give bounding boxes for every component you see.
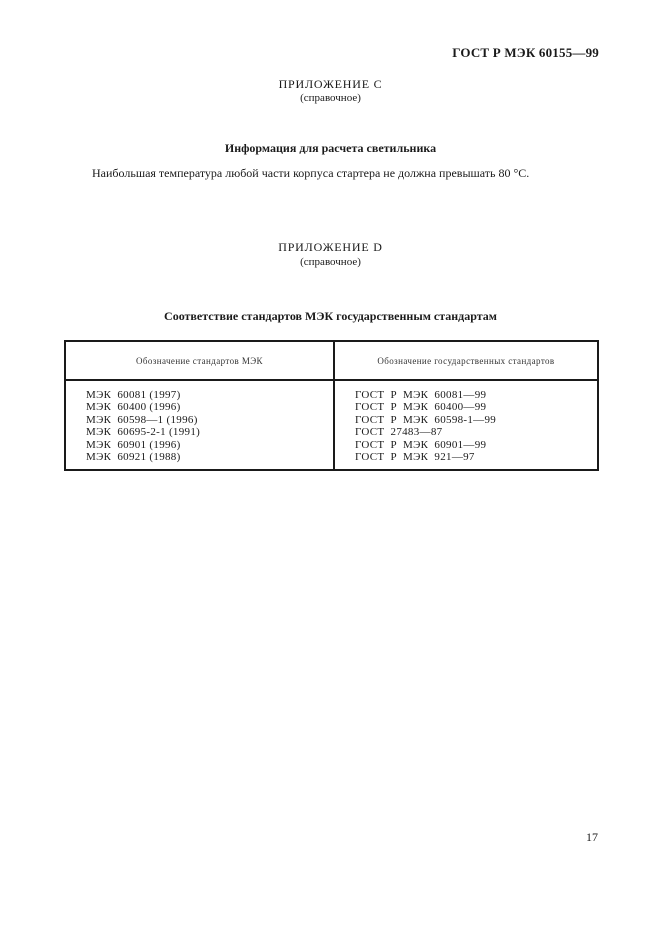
national-standards-cell: [334, 380, 598, 470]
table-header-national: Обозначение государственных стандартов: [334, 341, 598, 380]
national-standard: ГОСТ Р МЭК 60901—99: [355, 438, 487, 451]
annex-d-subtitle: (справочное): [300, 256, 361, 268]
standards-correspondence-table: [64, 340, 599, 471]
page-number: 17: [586, 830, 598, 844]
national-standard: ГОСТ Р МЭК 60400—99: [355, 401, 487, 414]
iec-standard: МЭК 60921 (1988): [86, 451, 181, 464]
iec-standard: МЭК 60081 (1997): [86, 389, 181, 401]
annex-c-text: Наибольшая температура любой части корпуса стартера не должна превышать 80 °С.: [92, 166, 530, 180]
table-header-iec: Обозначение стандартов МЭК: [65, 341, 334, 380]
table-row: [65, 380, 598, 470]
iec-standard: МЭК 60901 (1996): [86, 438, 181, 451]
annex-c-title: ПРИЛОЖЕНИЕ С: [278, 77, 383, 91]
annex-c-subtitle: (справочное): [300, 92, 361, 104]
table-header-row: [65, 341, 598, 380]
iec-standards-cell: [65, 380, 334, 470]
national-standard: ГОСТ Р МЭК 921—97: [355, 451, 475, 464]
iec-standard: МЭК 60598—1 (1996): [86, 413, 198, 426]
national-standard: ГОСТ 27483—87: [355, 426, 443, 439]
iec-standard: МЭК 60695-2-1 (1991): [86, 426, 201, 439]
page-header-standard-code: ГОСТ Р МЭК 60155—99: [452, 45, 599, 60]
annex-d-title: ПРИЛОЖЕНИЕ D: [278, 240, 383, 254]
national-standard: ГОСТ Р МЭК 60598-1—99: [355, 413, 497, 426]
iec-standard: МЭК 60400 (1996): [86, 401, 181, 414]
national-standard: ГОСТ Р МЭК 60081—99: [355, 389, 487, 401]
annex-d-heading: Соответствие стандартов МЭК государственным стандартам: [164, 309, 497, 323]
annex-c-heading: Информация для расчета светильника: [224, 141, 437, 155]
